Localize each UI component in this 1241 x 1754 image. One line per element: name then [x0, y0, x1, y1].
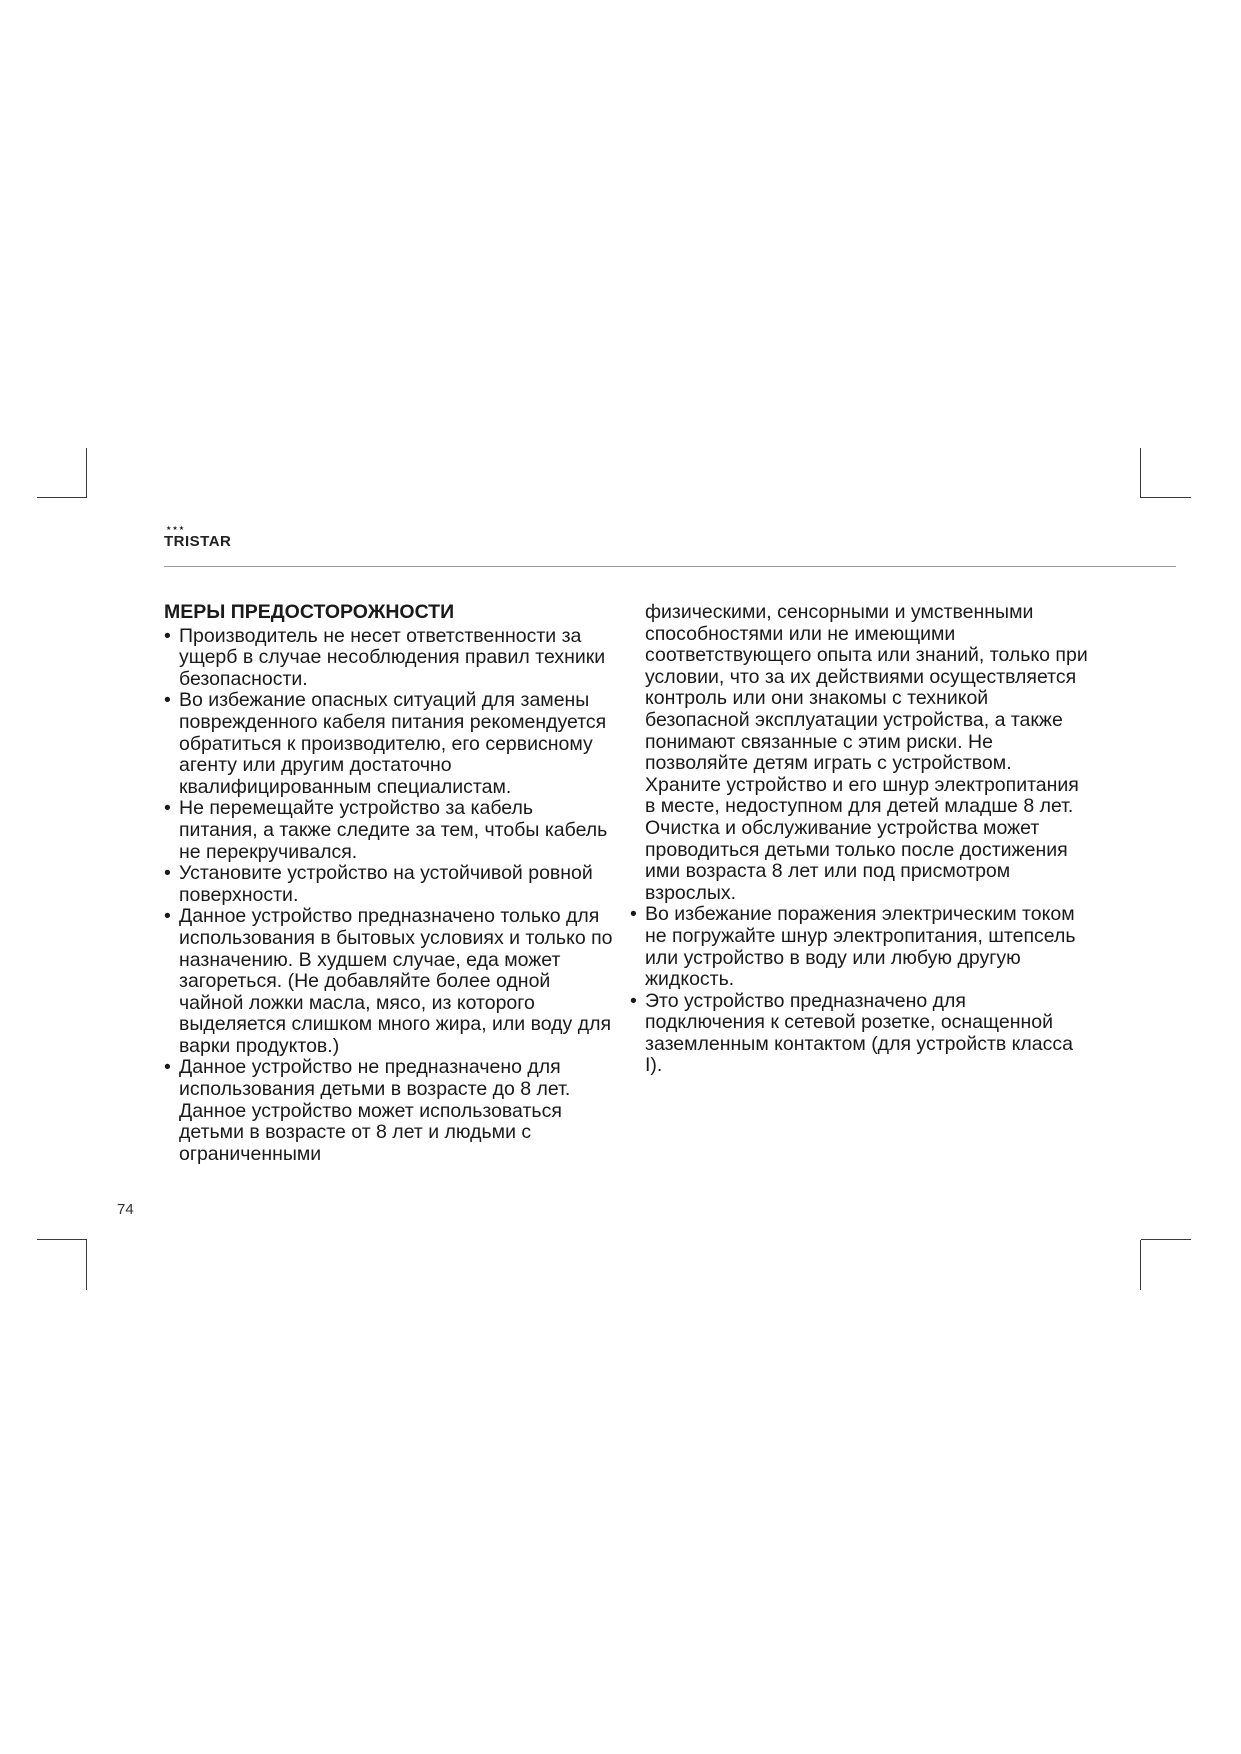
bullet: • [164, 1056, 171, 1079]
bullet: • [630, 989, 637, 1012]
crop-mark [1141, 497, 1191, 498]
bullet: • [630, 903, 637, 926]
right-column [630, 602, 1090, 1077]
list-item-text: Данное устройство не предназначено для использования детьми в возрасте до 8 лет. Данное устройство может использоваться детьми в возрасте от 8 лет и людьми с ограниченными [179, 1056, 571, 1165]
list-item-text: Производитель не несет ответственности за ущерб в случае несоблюдения правил техники безопасности. [179, 624, 606, 690]
brand-stars: ★★★ [166, 526, 186, 532]
list-item [630, 991, 1090, 1077]
bullet: • [164, 797, 171, 820]
list-item-continuation: физическими, сенсорными и умственными способностями или не имеющими соответствующего опыта или знаний, только при условии, что за их действиями осуществляется контроль или они знакомы с техникой безопасной эксплуатации устройства, а также понимают связанные с этим риски. Не позволяйте детям играть с устройством. Храните устройство и его шнур электропитания в месте, недоступном для детей младше 8 лет. Очистка и обслуживание устройства может проводиться детьми только после достижения ими возраста 8 лет или под присмотром взрослых. [645, 601, 1088, 904]
list-item-text: Во избежание опасных ситуаций для замены поврежденного кабеля питания рекомендуется обратиться к производителю, его сервисному агенту или другим достаточно квалифицированным специалистам. [179, 689, 607, 798]
crop-mark [86, 448, 87, 498]
bullet: • [164, 689, 171, 712]
bullet: • [164, 624, 171, 647]
list-item-text: Данное устройство предназначено только для использования в бытовых условиях и только по назначению. В худшем случае, еда может загореться. (Не добавляйте более одной чайной ложки масла, мясо, из которого выделяется слишком много жира, или воду для варки продуктов.) [179, 905, 613, 1057]
brand-logo: TRISTAR [164, 533, 232, 550]
left-column [164, 602, 614, 1165]
crop-mark [1140, 448, 1141, 498]
bullet: • [164, 905, 171, 928]
page-number: 74 [117, 1201, 134, 1218]
crop-mark [1141, 1239, 1191, 1240]
list-item-text: Во избежание поражения электрическим током не погружайте шнур электропитания, штепсель или устройство в воду или любую другую жидкость. [645, 903, 1076, 991]
list-item-text: Это устройство предназначено для подключения к сетевой розетке, оснащенной заземленным контактом (для устройств класса I). [645, 989, 1073, 1077]
list-item [164, 626, 614, 691]
list-item [164, 690, 614, 798]
list-item [164, 906, 614, 1057]
list-item [164, 863, 614, 906]
crop-mark [37, 1239, 87, 1240]
crop-mark [37, 497, 87, 498]
section-title: МЕРЫ ПРЕДОСТОРОЖНОСТИ [164, 601, 455, 623]
list-item [630, 904, 1090, 990]
list-item-text: Не перемещайте устройство за кабель питания, а также следите за тем, чтобы кабель не перекручивался. [179, 797, 608, 863]
precautions-list-continued [630, 904, 1090, 1077]
precautions-list [164, 626, 614, 1166]
crop-mark [1140, 1240, 1141, 1290]
crop-mark [86, 1240, 87, 1290]
list-item [164, 1057, 614, 1165]
header-divider [164, 566, 1176, 567]
bullet: • [164, 862, 171, 885]
list-item-text: Установите устройство на устойчивой ровной поверхности. [179, 862, 593, 906]
list-item [164, 798, 614, 863]
